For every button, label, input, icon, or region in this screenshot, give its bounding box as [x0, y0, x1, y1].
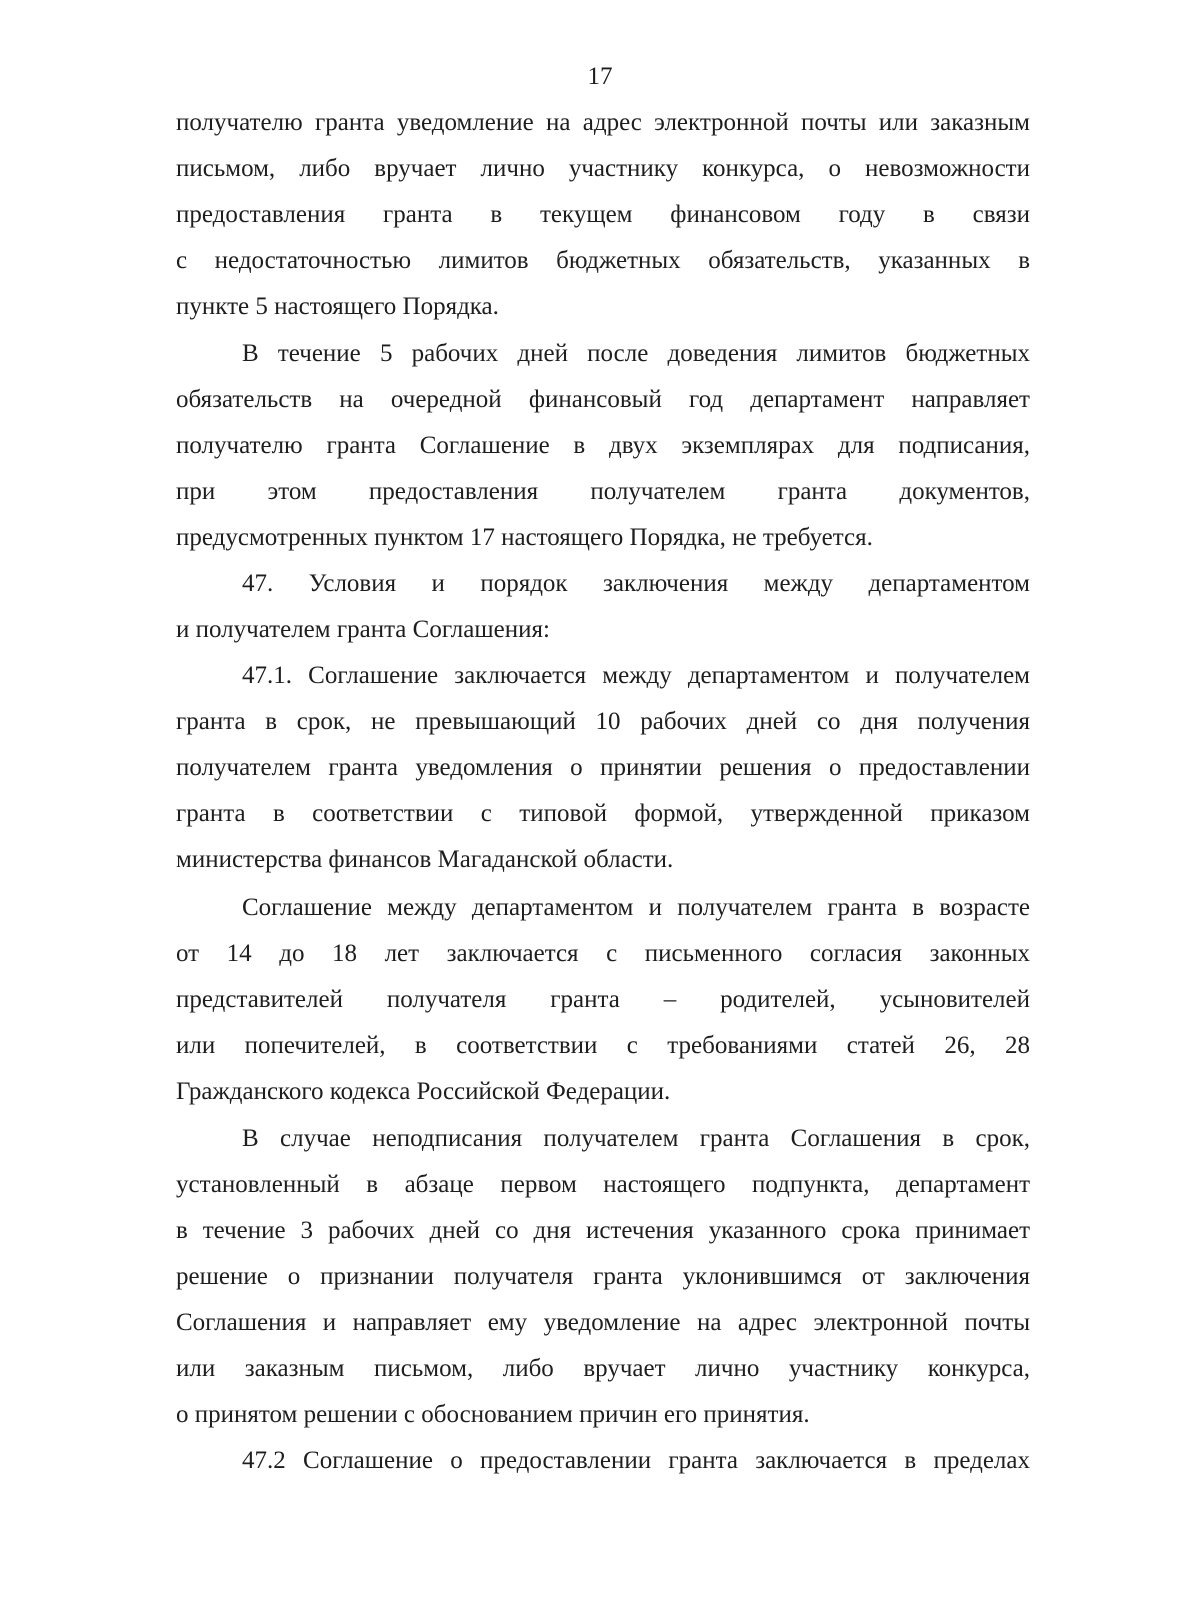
text-line: гранта в соответствии с типовой формой, утвержденной приказом	[176, 800, 1030, 827]
text-line: и получателем гранта Соглашения:	[176, 616, 550, 643]
text-line: В течение 5 рабочих дней после доведения лимитов бюджетных	[242, 340, 1030, 367]
text-line: пункте 5 настоящего Порядка.	[176, 293, 499, 320]
text-line: 47.2 Соглашение о предоставлении гранта заключается в пределах	[242, 1447, 1030, 1474]
text-line: Соглашения и направляет ему уведомление на адрес электронной почты	[176, 1309, 1030, 1336]
text-line: обязательств на очередной финансовый год департамент направляет	[176, 386, 1030, 413]
text-line: получателю гранта Соглашение в двух экземплярах для подписания,	[176, 432, 1030, 459]
page-number: 17	[587, 63, 613, 90]
text-line: письмом, либо вручает лично участнику конкурса, о невозможности	[176, 155, 1030, 182]
text-line: 47.1. Соглашение заключается между департаментом и получателем	[242, 662, 1030, 689]
text-line: о принятом решении с обоснованием причин его принятия.	[176, 1401, 810, 1428]
text-line: получателем гранта уведомления о принятии решения о предоставлении	[176, 754, 1030, 781]
text-line: от 14 до 18 лет заключается с письменного согласия законных	[176, 940, 1030, 967]
text-line: представителей получателя гранта – родителей, усыновителей	[176, 986, 1030, 1013]
text-line: получателю гранта уведомление на адрес электронной почты или заказным	[176, 109, 1030, 136]
text-line: Гражданского кодекса Российской Федерации.	[176, 1078, 671, 1105]
text-line: решение о признании получателя гранта уклонившимся от заключения	[176, 1263, 1030, 1290]
text-line: предоставления гранта в текущем финансовом году в связи	[176, 201, 1030, 228]
text-line: 47. Условия и порядок заключения между департаментом	[242, 570, 1030, 597]
text-line: установленный в абзаце первом настоящего подпункта, департамент	[176, 1171, 1030, 1198]
text-line: или заказным письмом, либо вручает лично участнику конкурса,	[176, 1355, 1030, 1382]
text-line: при этом предоставления получателем гранта документов,	[176, 478, 1030, 505]
text-line: гранта в срок, не превышающий 10 рабочих дней со дня получения	[176, 708, 1030, 735]
text-line: предусмотренных пунктом 17 настоящего Порядка, не требуется.	[176, 524, 873, 551]
text-line: министерства финансов Магаданской области.	[176, 846, 674, 873]
text-line: в течение 3 рабочих дней со дня истечения указанного срока принимает	[176, 1217, 1030, 1244]
text-line: или попечителей, в соответствии с требованиями статей 26, 28	[176, 1032, 1030, 1059]
text-line: В случае неподписания получателем гранта Соглашения в срок,	[242, 1125, 1030, 1152]
text-line: Соглашение между департаментом и получателем гранта в возрасте	[242, 894, 1030, 921]
text-line: с недостаточностью лимитов бюджетных обязательств, указанных в	[176, 247, 1030, 274]
